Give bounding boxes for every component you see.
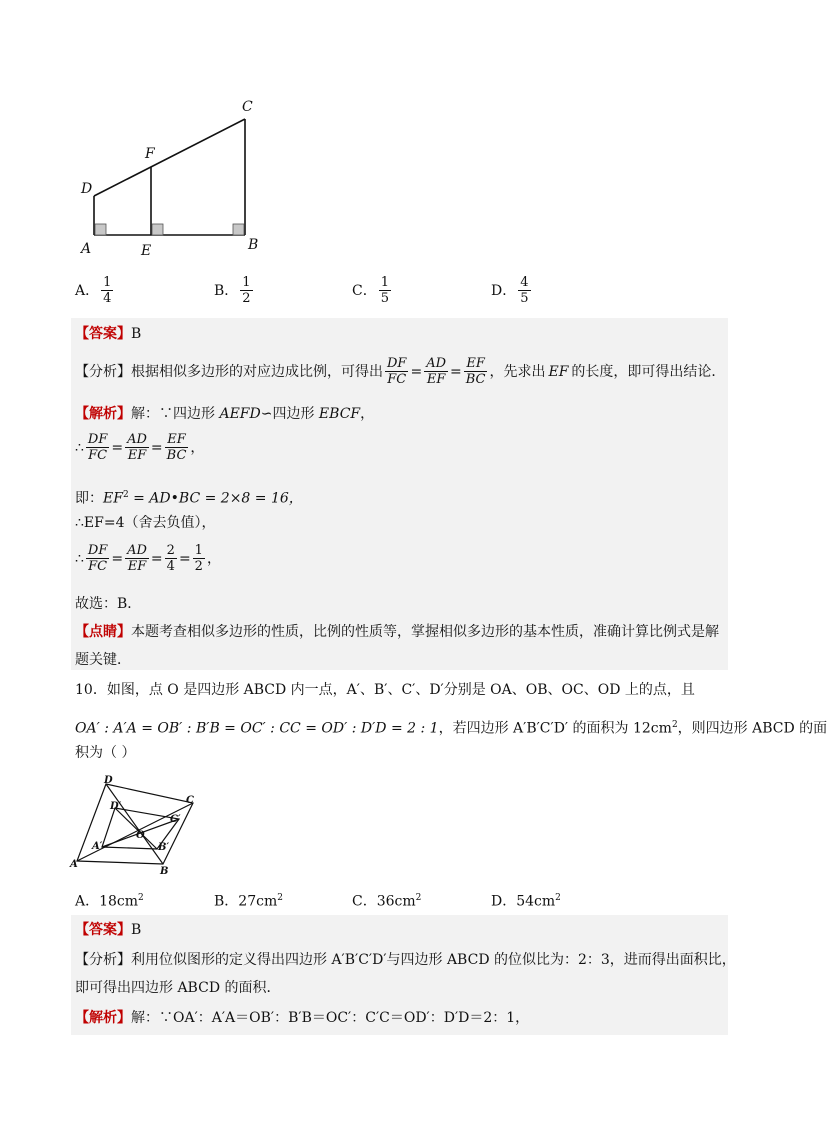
q9-answer: 【答案】B xyxy=(75,326,142,342)
q9-solution-line3: 即：$EF^2$ = AD•BC = 2×8 = 16， xyxy=(75,490,303,507)
q10-label-A: A xyxy=(70,859,78,870)
q10-analysis-line2: 即可得出四边形 ABCD 的面积． xyxy=(75,980,281,996)
q10-label-O: O xyxy=(136,830,145,841)
label-F: F xyxy=(145,146,155,162)
q10-label-D-prime: D′ xyxy=(110,801,122,812)
label-B: B xyxy=(248,237,259,253)
q9-option-b: B． $\frac{1}{2}$ xyxy=(214,275,251,306)
q9-option-c: C． $\frac{1}{5}$ xyxy=(352,275,389,306)
q10-label-B: B xyxy=(160,866,169,877)
q10-option-c: C．$36cm^2$ xyxy=(352,893,422,910)
q9-solution-line6: 故选：B． xyxy=(75,596,142,612)
q9-solution-line2: ∴ $\frac{DF}{FC}$ = $\frac{AD}{EF}$ = $\frac{EF}{BC}$ ， xyxy=(75,432,205,463)
q9-solution-line1: 【解析】解：∵四边形 AEFD∽四边形 EBCF， xyxy=(75,406,375,422)
q10-answer: 【答案】B xyxy=(75,922,142,938)
q9-analysis: 【分析】 根据相似多边形的对应边成比例，可得出 $\frac{DF}{FC}$ = $\frac{AD}{EF}$ = $\frac{EF}{BC}$ ，先求出 EF 的长度，即可得出结论． xyxy=(75,356,726,387)
label-A: A xyxy=(81,241,92,257)
q10-label-D: D xyxy=(104,775,113,786)
label-D: D xyxy=(81,181,93,197)
q9-solution-line4: ∴EF=4（舍去负值）， xyxy=(75,515,216,531)
q10-label-C: C xyxy=(186,795,194,806)
q10-analysis-line1: 【分析】利用位似图形的定义得出四边形 A′B′C′D′与四边形 ABCD 的位似比为：2：3，进而得出面积比， xyxy=(75,952,736,968)
q10-stem-line3: 积为（ ） xyxy=(75,745,136,761)
q10-solution-line1: 【解析】解：∵OA′：A′A＝OB′：B′B＝OC′：C′C＝OD′：D′D＝2：1， xyxy=(75,1010,530,1026)
q9-option-a: A． $\frac{1}{4}$ xyxy=(75,275,112,306)
q10-option-b: B．$27cm^2$ xyxy=(214,893,283,910)
q9-comment-line2: 题关键． xyxy=(75,652,131,668)
q10-label-A-prime: A′ xyxy=(92,841,103,852)
label-C: C xyxy=(242,99,253,115)
q10-stem-line2: OA′ : A′A = OB′ : B′B = OC′ : CC = OD′ : D′D = 2 : 1，若四边形 A′B′C′D′ 的面积为 $12cm^2$，则四边形 ABCD 的面 xyxy=(75,720,827,737)
q9-solution-line5: ∴ $\frac{DF}{FC}$ = $\frac{AD}{EF}$ = $\frac{2}{4}$ = $\frac{1}{2}$ ， xyxy=(75,543,221,574)
label-E: E xyxy=(141,243,152,259)
q10-option-d: D．$54cm^2$ xyxy=(491,893,561,910)
q10-option-a: A．$18cm^2$ xyxy=(75,893,144,910)
q10-figure xyxy=(70,775,205,875)
q10-label-B-prime: B′ xyxy=(158,842,170,853)
q9-figure xyxy=(75,95,275,260)
q9-option-d: D． $\frac{4}{5}$ xyxy=(491,275,529,306)
q9-comment-line1: 【点睛】本题考查相似多边形的性质，比例的性质等，掌握相似多边形的基本性质，准确计算比例式是解 xyxy=(75,624,719,640)
q10-stem-line1: 10．如图，点 O 是四边形 ABCD 内一点，A′、B′、C′、D′分别是 OA、OB、OC、OD 上的点，且 xyxy=(75,682,695,698)
q10-label-C-prime: C′ xyxy=(170,814,181,825)
